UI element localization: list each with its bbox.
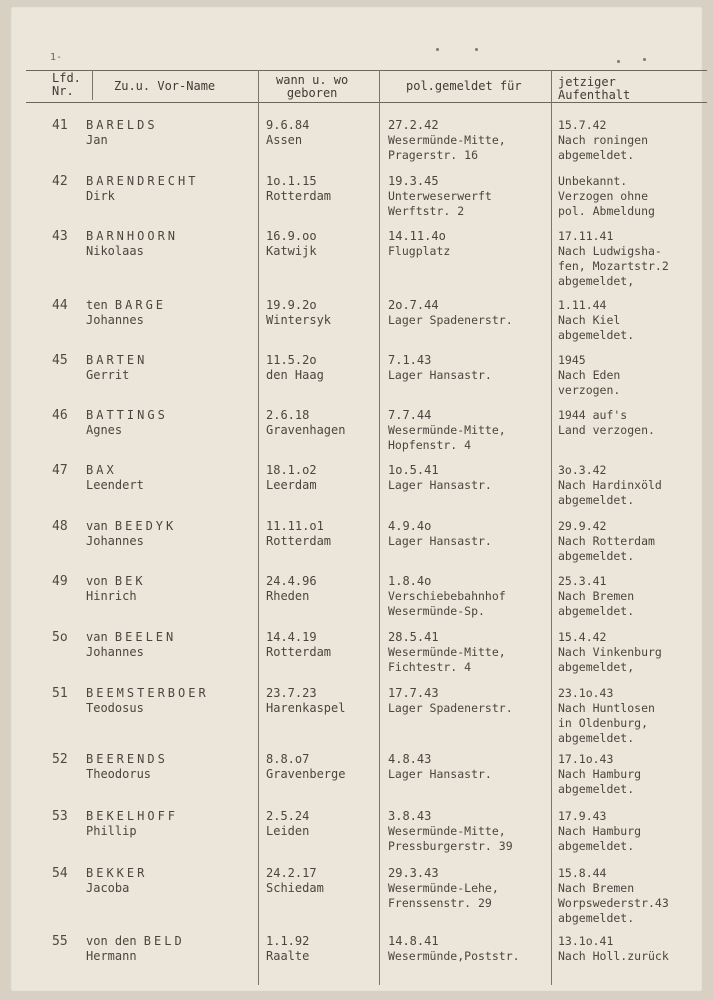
registration-date: 17.7.43 xyxy=(388,686,439,700)
given-name: Hinrich xyxy=(86,589,137,603)
name-prefix: von den xyxy=(86,934,144,948)
column-rule xyxy=(92,70,93,100)
given-name: Teodosus xyxy=(86,701,144,715)
surname: BARNHOORN xyxy=(86,229,179,243)
registration-place: Verschiebebahnhof Wesermünde-Sp. xyxy=(388,589,506,618)
current-residence: 1945 Nach Eden verzogen. xyxy=(558,353,621,397)
surname: BARGE xyxy=(114,298,167,312)
row-number: 48 xyxy=(52,519,68,534)
registration-place: Wesermünde-Mitte, Pressburgerstr. 39 xyxy=(388,824,513,853)
row-number: 5o xyxy=(52,630,68,645)
registration-date: 27.2.42 xyxy=(388,118,439,132)
name-prefix: van xyxy=(86,519,115,533)
current-residence: 17.9.43 Nach Hamburg abgemeldet. xyxy=(558,809,642,853)
birth-date: 2.5.24 xyxy=(266,809,310,823)
birth-date: 11.5.2o xyxy=(266,353,317,367)
surname-line xyxy=(86,934,185,949)
current-residence: 15.7.42 Nach roningen abgemeldet. xyxy=(558,118,649,162)
header-nr: Lfd. Nr. xyxy=(52,71,81,98)
surname-line xyxy=(86,118,158,133)
row-number: 47 xyxy=(52,463,68,478)
surname-line xyxy=(86,353,147,368)
birth-date: 24.2.17 xyxy=(266,866,317,880)
surname: BEEDYK xyxy=(114,519,177,533)
given-name: Theodorus xyxy=(86,767,152,781)
surname-line xyxy=(86,174,198,189)
registration-place: Lager Hansastr. xyxy=(388,534,492,548)
row-number: 54 xyxy=(52,866,68,881)
given-name: Johannes xyxy=(86,313,144,327)
row-number: 42 xyxy=(52,174,68,189)
given-name: Phillip xyxy=(86,824,137,838)
name-prefix: ten xyxy=(86,298,115,312)
registration-place: Lager Spadenerstr. xyxy=(388,701,513,715)
column-rule xyxy=(379,70,380,985)
registration-date: 7.7.44 xyxy=(388,408,432,422)
birth-place: Wintersyk xyxy=(266,313,332,327)
registration-place: Lager Hansastr. xyxy=(388,478,492,492)
registration-date: 14.11.4o xyxy=(388,229,446,243)
surname: BARTEN xyxy=(86,353,148,367)
row-number: 46 xyxy=(52,408,68,423)
given-name: Hermann xyxy=(86,949,137,963)
current-residence: 17.11.41 Nach Ludwigsha- fen, Mozartstr.2 abgemeldet, xyxy=(558,229,669,288)
current-residence: Unbekannt. Verzogen ohne pol. Abmeldung xyxy=(558,174,655,218)
current-residence: 23.1o.43 Nach Huntlosen in Oldenburg, abgemeldet. xyxy=(558,686,655,745)
surname: BATTINGS xyxy=(86,408,168,422)
birth-place: Leiden xyxy=(266,824,310,838)
birth-date: 8.8.o7 xyxy=(266,752,310,766)
row-number: 43 xyxy=(52,229,68,244)
surname: BEEMSTERBOER xyxy=(86,686,209,700)
surname-line xyxy=(86,752,168,767)
surname: BEELEN xyxy=(114,630,177,644)
surname-line xyxy=(86,229,178,244)
birth-place: Katwijk xyxy=(266,244,317,258)
registration-date: 14.8.41 xyxy=(388,934,439,948)
registration-place: Wesermünde-Mitte, Pragerstr. 16 xyxy=(388,133,506,162)
given-name: Nikolaas xyxy=(86,244,144,258)
birth-date: 24.4.96 xyxy=(266,574,317,588)
surname-line xyxy=(86,463,117,478)
birth-place: Leerdam xyxy=(266,478,317,492)
registration-date: 1o.5.41 xyxy=(388,463,439,477)
row-number: 53 xyxy=(52,809,68,824)
registration-date: 29.3.43 xyxy=(388,866,439,880)
surname-line xyxy=(86,866,147,881)
registration-date: 2o.7.44 xyxy=(388,298,439,312)
given-name: Johannes xyxy=(86,645,144,659)
current-residence: 25.3.41 Nach Bremen abgemeldet. xyxy=(558,574,635,618)
birth-place: Assen xyxy=(266,133,303,147)
birth-place: Raalte xyxy=(266,949,310,963)
header-bottom-rule xyxy=(26,102,707,103)
current-residence: 15.8.44 Nach Bremen Worpswederstr.43 abgemeldet. xyxy=(558,866,669,925)
surname: BARELDS xyxy=(86,118,158,132)
ink-dot xyxy=(643,58,646,61)
birth-place: Rotterdam xyxy=(266,189,332,203)
birth-date: 1o.1.15 xyxy=(266,174,317,188)
registration-place: Unterweserwerft Werftstr. 2 xyxy=(388,189,492,218)
birth-place: Schiedam xyxy=(266,881,324,895)
surname: BEERENDS xyxy=(86,752,168,766)
header-registered: pol.gemeldet für xyxy=(406,79,522,93)
name-prefix: von xyxy=(86,574,115,588)
surname: BELD xyxy=(143,934,185,948)
ink-dot xyxy=(617,60,620,63)
birth-place: Gravenhagen xyxy=(266,423,346,437)
given-name: Leendert xyxy=(86,478,144,492)
registration-place: Flugplatz xyxy=(388,244,451,258)
surname-line xyxy=(86,809,178,824)
birth-place: Rotterdam xyxy=(266,645,332,659)
header-name: Zu.u. Vor-Name xyxy=(114,79,216,93)
current-residence: 1.11.44 Nach Kiel abgemeldet. xyxy=(558,298,635,342)
registration-date: 7.1.43 xyxy=(388,353,432,367)
current-residence: 17.1o.43 Nach Hamburg abgemeldet. xyxy=(558,752,642,796)
row-number: 41 xyxy=(52,118,68,133)
registration-date: 19.3.45 xyxy=(388,174,439,188)
birth-place: Rotterdam xyxy=(266,534,332,548)
row-number: 49 xyxy=(52,574,68,589)
row-number: 51 xyxy=(52,686,68,701)
given-name: Jacoba xyxy=(86,881,130,895)
page-mark: 1- xyxy=(50,52,63,63)
surname-line xyxy=(86,408,168,423)
header-top-rule xyxy=(26,70,707,71)
surname: BEKELHOFF xyxy=(86,809,179,823)
birth-date: 14.4.19 xyxy=(266,630,317,644)
registration-place: Lager Hansastr. xyxy=(388,767,492,781)
registration-date: 4.8.43 xyxy=(388,752,432,766)
birth-place: Gravenberge xyxy=(266,767,346,781)
birth-date: 19.9.2o xyxy=(266,298,317,312)
given-name: Dirk xyxy=(86,189,115,203)
surname-line xyxy=(86,298,166,313)
surname: BARENDRECHT xyxy=(86,174,199,188)
current-residence: 15.4.42 Nach Vinkenburg abgemeldet, xyxy=(558,630,662,674)
birth-date: 16.9.oo xyxy=(266,229,317,243)
header-born: wann u. wo geboren xyxy=(276,73,349,100)
registration-place: Lager Spadenerstr. xyxy=(388,313,513,327)
surname-line xyxy=(86,574,146,589)
registration-place: Wesermünde-Mitte, Hopfenstr. 4 xyxy=(388,423,506,452)
registration-date: 28.5.41 xyxy=(388,630,439,644)
birth-place: Harenkaspel xyxy=(266,701,346,715)
ink-dot xyxy=(436,48,439,51)
current-residence: 1944 auf's Land verzogen. xyxy=(558,408,655,437)
birth-date: 11.11.o1 xyxy=(266,519,324,533)
row-number: 52 xyxy=(52,752,68,767)
birth-date: 1.1.92 xyxy=(266,934,310,948)
column-rule xyxy=(551,70,552,985)
given-name: Gerrit xyxy=(86,368,130,382)
registration-date: 3.8.43 xyxy=(388,809,432,823)
birth-place: den Haag xyxy=(266,368,324,382)
surname: BEKKER xyxy=(86,866,148,880)
given-name: Jan xyxy=(86,133,108,147)
registration-place: Wesermünde,Poststr. xyxy=(388,949,520,963)
registration-place: Wesermünde-Lehe, Frenssenstr. 29 xyxy=(388,881,499,910)
row-number: 45 xyxy=(52,353,68,368)
header-residence: jetziger Aufenthalt xyxy=(558,75,631,102)
ink-dot xyxy=(475,48,478,51)
birth-date: 9.6.84 xyxy=(266,118,310,132)
registration-place: Lager Hansastr. xyxy=(388,368,492,382)
current-residence: 3o.3.42 Nach Hardinxöld abgemeldet. xyxy=(558,463,662,507)
surname: BAX xyxy=(86,463,117,477)
registration-date: 4.9.4o xyxy=(388,519,432,533)
row-number: 44 xyxy=(52,298,68,313)
registration-place: Wesermünde-Mitte, Fichtestr. 4 xyxy=(388,645,506,674)
surname-line xyxy=(86,686,209,701)
birth-date: 23.7.23 xyxy=(266,686,317,700)
current-residence: 13.1o.41 Nach Holl.zurück xyxy=(558,934,669,963)
birth-date: 18.1.o2 xyxy=(266,463,317,477)
birth-place: Rheden xyxy=(266,589,310,603)
surname-line xyxy=(86,519,176,534)
given-name: Johannes xyxy=(86,534,144,548)
surname-line xyxy=(86,630,176,645)
name-prefix: van xyxy=(86,630,115,644)
surname: BEK xyxy=(114,574,146,588)
row-number: 55 xyxy=(52,934,68,949)
column-rule xyxy=(258,70,259,985)
birth-date: 2.6.18 xyxy=(266,408,310,422)
given-name: Agnes xyxy=(86,423,123,437)
registration-date: 1.8.4o xyxy=(388,574,432,588)
current-residence: 29.9.42 Nach Rotterdam abgemeldet. xyxy=(558,519,655,563)
